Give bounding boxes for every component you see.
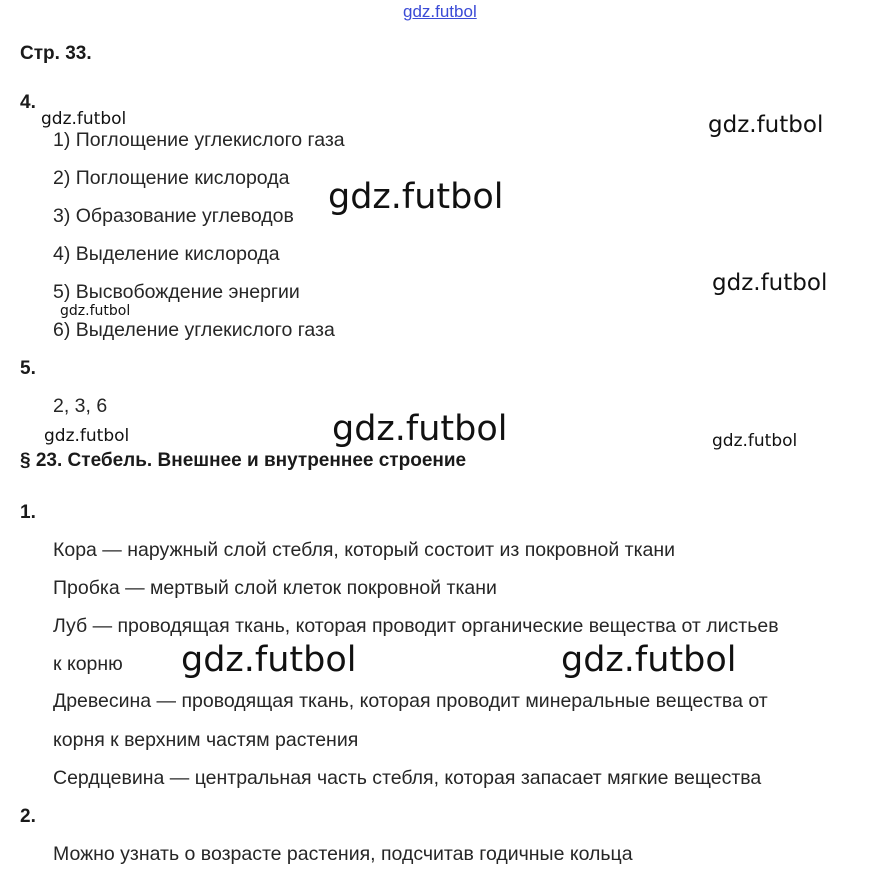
watermark: gdz.futbol [41,109,127,129]
watermark-link[interactable]: gdz.futbol [403,2,477,21]
watermark: gdz.futbol [712,270,828,296]
task-4-item: 5) Высвобождение энергии [53,281,300,303]
task-4-number: 4. [20,92,36,113]
task-4-item: 3) Образование углеводов [53,205,294,227]
watermark: gdz.futbol [712,431,798,451]
definition-line: к корню [53,653,123,675]
task-2-number: 2. [20,806,36,827]
page-reference: Стр. 33. [20,43,92,64]
watermark: gdz.futbol [44,426,130,446]
definition-line: Пробка — мертвый слой клеток покровной ткани [53,577,497,599]
section-title: § 23. Стебель. Внешнее и внутреннее строение [20,450,467,471]
task-1-number: 1. [20,502,36,523]
task-2-answer: Можно узнать о возрасте растения, подсчитав годичные кольца [53,843,633,865]
task-5-number: 5. [20,358,36,379]
watermark: gdz.futbol [708,112,824,138]
watermark: gdz.futbol [181,640,357,680]
definition-line: Луб — проводящая ткань, которая проводит органические вещества от листьев [53,615,779,637]
watermark: gdz.futbol [561,640,737,680]
task-4-item: 6) Выделение углекислого газа [53,319,335,341]
watermark: gdz.futbol [332,409,508,449]
watermark: gdz.futbol [328,177,504,217]
watermark: gdz.futbol [60,303,131,319]
task-4-item: 4) Выделение кислорода [53,243,280,265]
definition-line: Сердцевина — центральная часть стебля, которая запасает мягкие вещества [53,767,762,789]
definition-line: корня к верхним частям растения [53,729,359,751]
task-4-item: 2) Поглощение кислорода [53,167,290,189]
task-4-item: 1) Поглощение углекислого газа [53,129,345,151]
task-5-answer: 2, 3, 6 [53,395,108,417]
definition-line: Кора — наружный слой стебля, который состоит из покровной ткани [53,539,676,561]
definition-line: Древесина — проводящая ткань, которая проводит минеральные вещества от [53,690,768,712]
